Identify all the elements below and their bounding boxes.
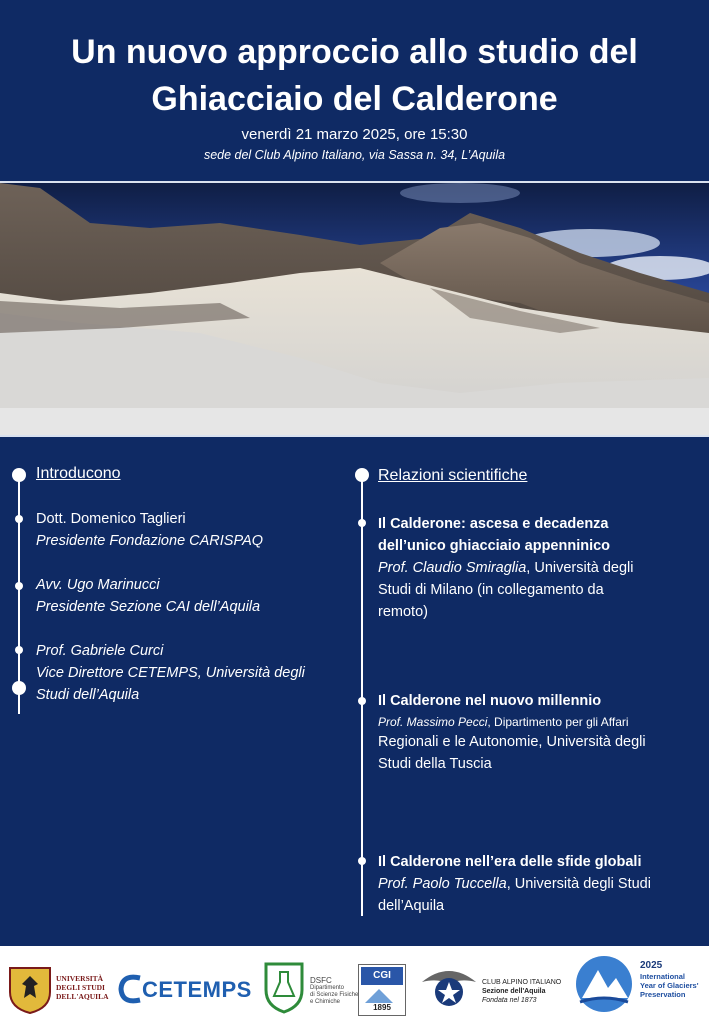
talk-title: Il Calderone nel nuovo millennio: [378, 693, 602, 709]
iygp-text: [640, 960, 698, 999]
talk-speaker: Prof. Claudio Smiraglia: [378, 560, 527, 576]
talk-affiliation: dell’Aquila: [378, 898, 445, 914]
talk-affiliation: , Università degli Studi: [506, 876, 651, 892]
intro-heading: Introducono: [36, 465, 121, 482]
event-date: venerdì 21 marzo 2025, ore 15:30: [241, 126, 468, 143]
talk-title: Il Calderone: ascesa e decadenza: [378, 516, 609, 532]
event-venue: sede del Club Alpino Italiano, via Sassa n. 34, L’Aquila: [203, 148, 506, 162]
dsfc-text-line: di Scienze Fisiche: [310, 992, 359, 998]
univaq-text-line: UNIVERSITÀ: [56, 974, 104, 983]
talk-affiliation: Regionali e le Autonomie, Università degli: [378, 734, 646, 750]
talk-affiliation: , Dipartimento per gli Affari: [487, 715, 629, 729]
cgi-label: CGI: [361, 967, 403, 985]
speaker-name: Prof. Gabriele Curci: [36, 643, 164, 659]
cetemps-c-icon: [118, 974, 142, 1004]
talk-affiliation: Studi di Milano (in collegamento da: [378, 582, 604, 598]
univaq-text-line: DELL'AQUILA: [56, 992, 109, 1001]
talk-affiliation: remoto): [378, 604, 428, 620]
speaker-role: Presidente Sezione CAI dell’Aquila: [36, 599, 261, 615]
talk-speaker: Prof. Massimo Pecci: [378, 715, 488, 729]
talks-timeline-line: [361, 474, 363, 916]
talk-affiliation: , Università degli: [526, 560, 634, 576]
dsfc-text-line: Dipartimento: [310, 985, 345, 991]
cgi-mountain-icon: [359, 987, 403, 1003]
talk-affiliation: Studi della Tuscia: [378, 756, 492, 772]
talk-bullet: [358, 697, 366, 705]
speaker-role: Vice Direttore CETEMPS, Università degli: [36, 665, 305, 681]
cetemps-text: CETEMPS: [142, 977, 252, 1002]
event-title-line2: Ghiacciaio del Calderone: [151, 80, 558, 118]
dsfc-text-line: DSFC: [310, 976, 332, 985]
talk-bullet: [358, 519, 366, 527]
dsfc-text: [310, 976, 358, 1006]
speaker-bullet: [15, 646, 23, 654]
univaq-logo: [8, 966, 52, 1019]
intro-timeline-end-dot: [12, 681, 26, 695]
cetemps-logo: [118, 974, 142, 1009]
talk-speaker-line: [378, 873, 651, 895]
talks-timeline-dot: [355, 468, 369, 482]
talk-title: Il Calderone nell’era delle sfide globali: [378, 854, 642, 870]
speaker-bullet: [15, 582, 23, 590]
iygp-text-line: Year of Glaciers': [640, 981, 699, 990]
talk-speaker-line: [378, 711, 629, 733]
dsfc-shield-flask-icon: [262, 960, 306, 1014]
talk-bullet: [358, 857, 366, 865]
univaq-text: [56, 974, 109, 1001]
iygp-text-line: International: [640, 972, 686, 981]
cai-logo: [420, 962, 478, 1019]
univaq-text-line: DEGLI STUDI: [56, 983, 105, 992]
intro-timeline-line: [18, 474, 20, 714]
cai-text-line: Fondata nel 1873: [482, 997, 537, 1004]
glacier-photo: [0, 181, 709, 437]
speaker-name: Dott. Domenico Taglieri: [36, 511, 186, 527]
iygp-glacier-icon: [574, 954, 634, 1014]
cai-text: [482, 978, 561, 1005]
sponsor-logos-strip: [0, 946, 709, 1024]
glacier-landscape-image: [0, 183, 709, 435]
event-title-line1: Un nuovo approccio allo studio del: [71, 33, 638, 71]
cgi-year: 1895: [373, 1003, 391, 1012]
iygp-logo: [574, 954, 634, 1019]
univaq-eagle-icon: [8, 966, 52, 1014]
speaker-role: Studi dell’Aquila: [36, 687, 140, 703]
cai-text-line: CLUB ALPINO ITALIANO: [482, 979, 562, 986]
dsfc-text-line: e Chimiche: [310, 999, 341, 1005]
cai-text-line: Sezione dell'Aquila: [482, 988, 546, 995]
speaker-role: Presidente Fondazione CARISPAQ: [36, 533, 264, 549]
cgi-logo: [358, 964, 406, 1016]
dsfc-logo: [262, 960, 306, 1019]
speaker-bullet: [15, 515, 23, 523]
iygp-year: 2025: [640, 960, 663, 971]
cai-eagle-star-icon: [420, 962, 478, 1014]
talks-heading: Relazioni scientifiche: [378, 467, 528, 484]
iygp-text-line: Preservation: [640, 990, 686, 999]
intro-timeline-dot: [12, 468, 26, 482]
talk-title: dell’unico ghiacciaio appenninico: [378, 538, 611, 554]
speaker-name: Avv. Ugo Marinucci: [36, 577, 160, 593]
talk-speaker-line: [378, 557, 633, 579]
talk-speaker: Prof. Paolo Tuccella: [378, 876, 507, 892]
